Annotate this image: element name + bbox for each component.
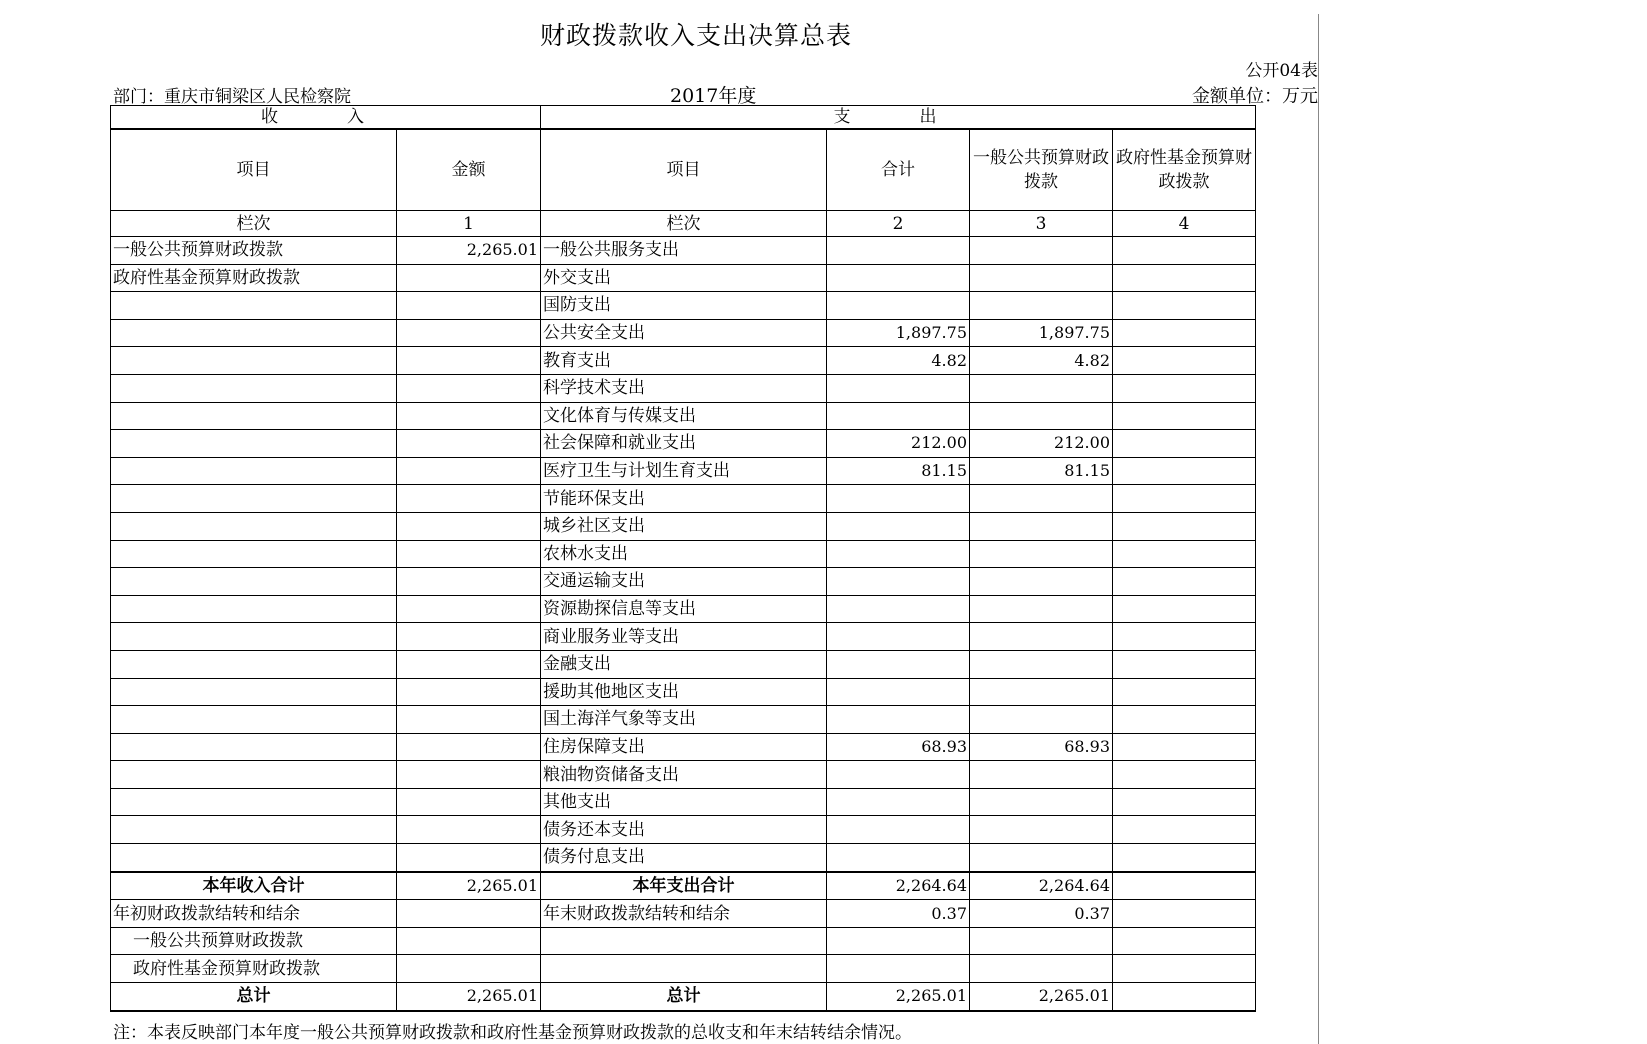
income-amount-cell: [397, 264, 541, 292]
total-cell: [827, 650, 970, 678]
income-item-cell: 政府性基金预算财政拨款: [111, 264, 397, 292]
income-item-cell: [111, 595, 397, 623]
index-3: 3: [970, 211, 1113, 237]
index-label-left: 栏次: [111, 211, 397, 237]
fund-budget-cell: [1113, 292, 1256, 320]
page-edge-divider: [1318, 14, 1319, 1044]
income-item-cell: 总计: [111, 983, 397, 1011]
fund-budget-cell: [1113, 237, 1256, 265]
income-amount-cell: [397, 761, 541, 789]
fund-budget-cell: [1113, 706, 1256, 734]
grand-total-row: [111, 983, 1256, 1011]
column-header-row: [111, 129, 1256, 211]
income-amount-cell: [397, 844, 541, 872]
total-cell: 81.15: [827, 457, 970, 485]
carryover-row: [111, 955, 1256, 983]
income-amount-cell: [397, 595, 541, 623]
income-amount-header: 金额: [397, 129, 541, 211]
table-row: [111, 844, 1256, 872]
expense-item-cell: 交通运输支出: [541, 568, 827, 596]
table-row: [111, 595, 1256, 623]
amount-unit: 金额单位：万元: [1192, 86, 1318, 107]
total-cell: [827, 816, 970, 844]
fund-budget-cell: [1113, 900, 1256, 928]
income-item-cell: [111, 568, 397, 596]
expense-item-header: 项目: [541, 129, 827, 211]
fund-budget-cell: [1113, 983, 1256, 1011]
total-cell: [827, 844, 970, 872]
fund-budget-cell: [1113, 623, 1256, 651]
department-label: 部门：重庆市铜梁区人民检察院: [113, 87, 351, 107]
income-item-cell: [111, 430, 397, 458]
expense-item-cell: 文化体育与传媒支出: [541, 402, 827, 430]
table-row: [111, 319, 1256, 347]
income-amount-cell: [397, 927, 541, 955]
income-item-header: 项目: [111, 129, 397, 211]
total-cell: [827, 927, 970, 955]
budget-summary-table: [110, 105, 1256, 1012]
table-row: [111, 512, 1256, 540]
total-cell: [827, 374, 970, 402]
column-index-row: [111, 211, 1256, 237]
fund-budget-cell: [1113, 568, 1256, 596]
general-budget-cell: [970, 512, 1113, 540]
general-budget-cell: [970, 650, 1113, 678]
index-label-right: 栏次: [541, 211, 827, 237]
fund-budget-header: 政府性基金预算财政拨款: [1113, 129, 1256, 211]
general-budget-cell: 4.82: [970, 347, 1113, 375]
income-item-cell: [111, 678, 397, 706]
total-cell: [827, 706, 970, 734]
income-item-cell: [111, 512, 397, 540]
expense-item-cell: 节能环保支出: [541, 485, 827, 513]
general-budget-cell: [970, 816, 1113, 844]
expense-item-cell: 社会保障和就业支出: [541, 430, 827, 458]
general-budget-cell: [970, 788, 1113, 816]
general-budget-cell: [970, 374, 1113, 402]
income-amount-cell: [397, 568, 541, 596]
income-amount-cell: [397, 402, 541, 430]
carryover-row: [111, 900, 1256, 928]
expense-item-cell: 债务还本支出: [541, 816, 827, 844]
expense-item-cell: 债务付息支出: [541, 844, 827, 872]
total-cell: 1,897.75: [827, 319, 970, 347]
total-cell: [827, 292, 970, 320]
general-budget-cell: [970, 264, 1113, 292]
fund-budget-cell: [1113, 264, 1256, 292]
expense-item-cell: 商业服务业等支出: [541, 623, 827, 651]
fund-budget-cell: [1113, 872, 1256, 900]
income-item-cell: [111, 402, 397, 430]
expense-item-cell: 金融支出: [541, 650, 827, 678]
total-cell: [827, 512, 970, 540]
total-cell: 212.00: [827, 430, 970, 458]
total-cell: 4.82: [827, 347, 970, 375]
total-cell: [827, 540, 970, 568]
fund-budget-cell: [1113, 927, 1256, 955]
table-row: [111, 347, 1256, 375]
expense-item-cell: [541, 955, 827, 983]
general-budget-cell: 2,265.01: [970, 983, 1113, 1011]
expense-item-cell: 资源勘探信息等支出: [541, 595, 827, 623]
total-cell: [827, 237, 970, 265]
total-cell: [827, 678, 970, 706]
table-row: [111, 678, 1256, 706]
general-budget-cell: [970, 595, 1113, 623]
fund-budget-cell: [1113, 402, 1256, 430]
expense-item-cell: 科学技术支出: [541, 374, 827, 402]
table-row: [111, 457, 1256, 485]
income-amount-cell: [397, 374, 541, 402]
expense-item-cell: 本年支出合计: [541, 872, 827, 900]
table-row: [111, 816, 1256, 844]
income-item-cell: 一般公共预算财政拨款: [111, 237, 397, 265]
expense-item-cell: 总计: [541, 983, 827, 1011]
fund-budget-cell: [1113, 319, 1256, 347]
fund-budget-cell: [1113, 430, 1256, 458]
fund-budget-cell: [1113, 955, 1256, 983]
general-budget-cell: [970, 678, 1113, 706]
income-amount-cell: [397, 347, 541, 375]
income-amount-cell: 2,265.01: [397, 983, 541, 1011]
fund-budget-cell: [1113, 678, 1256, 706]
general-budget-cell: 81.15: [970, 457, 1113, 485]
income-item-cell: [111, 292, 397, 320]
fund-budget-cell: [1113, 844, 1256, 872]
subtotal-row: [111, 872, 1256, 900]
expense-item-cell: 其他支出: [541, 788, 827, 816]
income-amount-cell: [397, 430, 541, 458]
income-item-cell: [111, 733, 397, 761]
income-amount-cell: [397, 623, 541, 651]
expense-item-cell: 援助其他地区支出: [541, 678, 827, 706]
general-budget-cell: [970, 568, 1113, 596]
table-row: [111, 706, 1256, 734]
income-amount-cell: [397, 955, 541, 983]
income-amount-cell: 2,265.01: [397, 872, 541, 900]
income-amount-cell: [397, 319, 541, 347]
total-cell: [827, 264, 970, 292]
expense-group-header: 支 出: [541, 106, 1256, 130]
general-budget-cell: [970, 540, 1113, 568]
expense-item-cell: 农林水支出: [541, 540, 827, 568]
carryover-row: [111, 927, 1256, 955]
index-2: 2: [827, 211, 970, 237]
total-cell: 0.37: [827, 900, 970, 928]
total-cell: 2,264.64: [827, 872, 970, 900]
table-row: [111, 237, 1256, 265]
general-budget-header: 一般公共预算财政拨款: [970, 129, 1113, 211]
income-group-header: 收 入: [111, 106, 541, 130]
fund-budget-cell: [1113, 374, 1256, 402]
fund-budget-cell: [1113, 761, 1256, 789]
general-budget-cell: [970, 237, 1113, 265]
total-cell: 2,265.01: [827, 983, 970, 1011]
fund-budget-cell: [1113, 540, 1256, 568]
fund-budget-cell: [1113, 650, 1256, 678]
form-number: 公开04表: [1245, 61, 1318, 81]
fund-budget-cell: [1113, 485, 1256, 513]
income-item-cell: [111, 319, 397, 347]
total-cell: [827, 568, 970, 596]
fund-budget-cell: [1113, 733, 1256, 761]
fund-budget-cell: [1113, 512, 1256, 540]
expense-item-cell: [541, 927, 827, 955]
general-budget-cell: 1,897.75: [970, 319, 1113, 347]
general-budget-cell: 212.00: [970, 430, 1113, 458]
income-item-cell: [111, 761, 397, 789]
income-amount-cell: 2,265.01: [397, 237, 541, 265]
table-row: [111, 540, 1256, 568]
table-row: [111, 402, 1256, 430]
income-item-cell: [111, 816, 397, 844]
income-item-cell: [111, 788, 397, 816]
total-cell: [827, 402, 970, 430]
table-row: [111, 650, 1256, 678]
expense-item-cell: 住房保障支出: [541, 733, 827, 761]
expense-item-cell: 国防支出: [541, 292, 827, 320]
income-amount-cell: [397, 733, 541, 761]
income-amount-cell: [397, 485, 541, 513]
expense-item-cell: 医疗卫生与计划生育支出: [541, 457, 827, 485]
income-amount-cell: [397, 512, 541, 540]
income-item-cell: 政府性基金预算财政拨款: [111, 955, 397, 983]
fund-budget-cell: [1113, 816, 1256, 844]
income-amount-cell: [397, 650, 541, 678]
total-cell: [827, 485, 970, 513]
income-item-cell: 一般公共预算财政拨款: [111, 927, 397, 955]
income-item-cell: 本年收入合计: [111, 872, 397, 900]
income-item-cell: [111, 374, 397, 402]
income-item-cell: [111, 485, 397, 513]
expense-item-cell: 教育支出: [541, 347, 827, 375]
table-row: [111, 264, 1256, 292]
income-amount-cell: [397, 816, 541, 844]
general-budget-cell: [970, 402, 1113, 430]
total-cell: [827, 623, 970, 651]
income-item-cell: [111, 457, 397, 485]
index-4: 4: [1113, 211, 1256, 237]
income-amount-cell: [397, 900, 541, 928]
income-item-cell: 年初财政拨款结转和结余: [111, 900, 397, 928]
table-row: [111, 761, 1256, 789]
expense-item-cell: 城乡社区支出: [541, 512, 827, 540]
income-amount-cell: [397, 706, 541, 734]
table-row: [111, 485, 1256, 513]
expense-item-cell: 一般公共服务支出: [541, 237, 827, 265]
total-cell: [827, 955, 970, 983]
total-cell: 68.93: [827, 733, 970, 761]
table-row: [111, 568, 1256, 596]
expense-item-cell: 公共安全支出: [541, 319, 827, 347]
income-amount-cell: [397, 457, 541, 485]
general-budget-cell: [970, 927, 1113, 955]
table-row: [111, 374, 1256, 402]
fiscal-year: 2017年度: [670, 85, 757, 107]
income-item-cell: [111, 650, 397, 678]
general-budget-cell: [970, 955, 1113, 983]
general-budget-cell: [970, 706, 1113, 734]
total-cell: [827, 788, 970, 816]
general-budget-cell: [970, 761, 1113, 789]
general-budget-cell: [970, 485, 1113, 513]
total-cell: [827, 761, 970, 789]
table-row: [111, 430, 1256, 458]
table-row: [111, 292, 1256, 320]
general-budget-cell: 2,264.64: [970, 872, 1113, 900]
index-1: 1: [397, 211, 541, 237]
expense-item-cell: 外交支出: [541, 264, 827, 292]
fund-budget-cell: [1113, 347, 1256, 375]
expense-item-cell: 粮油物资储备支出: [541, 761, 827, 789]
fund-budget-cell: [1113, 788, 1256, 816]
fund-budget-cell: [1113, 457, 1256, 485]
income-item-cell: [111, 706, 397, 734]
income-item-cell: [111, 540, 397, 568]
table-row: [111, 788, 1256, 816]
total-cell: [827, 595, 970, 623]
income-amount-cell: [397, 678, 541, 706]
general-budget-cell: 0.37: [970, 900, 1113, 928]
table-row: [111, 623, 1256, 651]
income-amount-cell: [397, 788, 541, 816]
page-title: 财政拨款收入支出决算总表: [540, 21, 853, 50]
income-item-cell: [111, 623, 397, 651]
group-header-row: [111, 106, 1256, 130]
income-amount-cell: [397, 540, 541, 568]
expense-item-cell: 年末财政拨款结转和结余: [541, 900, 827, 928]
general-budget-cell: [970, 844, 1113, 872]
expense-item-cell: 国土海洋气象等支出: [541, 706, 827, 734]
general-budget-cell: 68.93: [970, 733, 1113, 761]
table-row: [111, 733, 1256, 761]
income-amount-cell: [397, 292, 541, 320]
footnote: 注：本表反映部门本年度一般公共预算财政拨款和政府性基金预算财政拨款的总收支和年末结转结余情况。: [113, 1023, 912, 1043]
fund-budget-cell: [1113, 595, 1256, 623]
general-budget-cell: [970, 292, 1113, 320]
general-budget-cell: [970, 623, 1113, 651]
income-item-cell: [111, 347, 397, 375]
income-item-cell: [111, 844, 397, 872]
total-header: 合计: [827, 129, 970, 211]
